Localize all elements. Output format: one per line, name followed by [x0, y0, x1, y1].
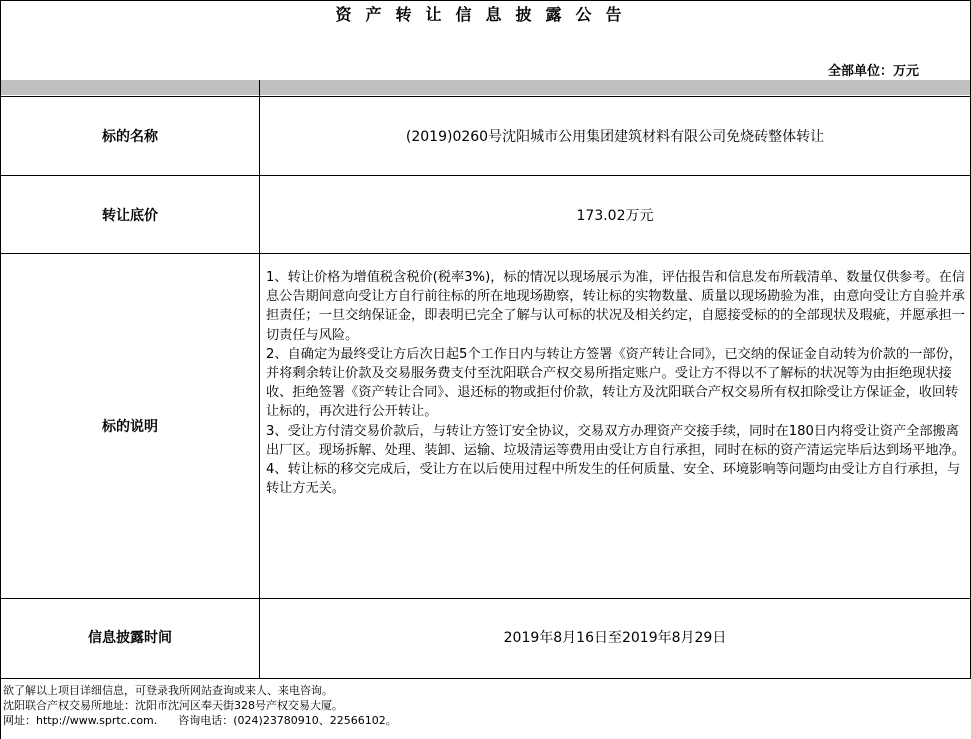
description-paragraph-1: 1、转让价格为增值税含税价(税率3%)，标的情况以现场展示为准，评估报告和信息发布所载清单、数量仅供参考。在信息公告期间意向受让方自行前往标的所在地现场勘察，转让标的实物数量、质量以现场勘验为准，由意向受让方自验并承担责任；一旦交纳保证金，即表明已完全了解与认可标的状况及相关约定，自愿接受标的的全部现状及瑕疵，并愿承担一切责任与风险。	[266, 270, 965, 343]
unit-label: 全部单位：万元	[827, 64, 919, 79]
footer-contact-line: 网址：http://www.sprtc.com. 咨询电话：(024)23780910、22566102。	[3, 714, 397, 727]
table-bottom-line	[0, 678, 971, 679]
description-paragraph-2: 2、自确定为最终受让方后次日起5个工作日内与转让方签署《资产转让合同》，已交纳的保证金自动转为价款的一部份，并将剩余转让价款及交易服务费支付至沈阳联合产权交易所指定账户。受让方不得以不了解标的状况等为由拒绝现状接收、拒绝签署《资产转让合同》、退还标的物或拒付价款，转让方及沈阳联合产权交易所有权扣除受让方保证金，收回转让标的，再次进行公开转让。	[266, 346, 962, 420]
band-bottom-line	[0, 96, 971, 97]
row-divider-1	[0, 175, 971, 176]
subject-name-label: 标的名称	[102, 129, 158, 145]
description-label: 标的说明	[102, 419, 158, 435]
description-paragraph-4: 4、转让标的移交完成后，受让方在以后使用过程中所发生的任何质量、安全、环境影响等问题均由受让方自行承担，与转让方无关。	[266, 462, 961, 497]
page-title: 资产转让信息披露公告	[335, 5, 636, 24]
reserve-price-label: 转让底价	[102, 208, 158, 224]
footer-address-line: 沈阳联合产权交易所地址：沈阳市沈河区奉天街328号产权交易大厦。	[3, 699, 343, 712]
disclosure-period-label: 信息披露时间	[88, 630, 172, 646]
row-divider-2	[0, 253, 971, 254]
disclosure-period-value: 2019年8月16日至2019年8月29日	[503, 630, 727, 646]
row-divider-3	[0, 598, 971, 599]
header-band	[1, 80, 970, 95]
reserve-price-value: 173.02万元	[576, 208, 654, 224]
column-divider	[259, 80, 260, 679]
description-paragraph-3: 3、受让方付清交易价款后，与转让方签订安全协议，交易双方办理资产交接手续，同时在180日内将受让资产全部搬离出厂区。现场拆解、处理、装卸、运输、垃圾清运等费用由受让方自行承担，同时在标的资产清运完毕后达到场平地净。	[266, 423, 965, 458]
footer-info-line: 欲了解以上项目详细信息，可登录我所网站查询或来人、来电咨询。	[3, 684, 333, 697]
description-text	[266, 268, 966, 498]
subject-name-value: (2019)0260号沈阳城市公用集团建筑材料有限公司免烧砖整体转让	[405, 129, 825, 145]
